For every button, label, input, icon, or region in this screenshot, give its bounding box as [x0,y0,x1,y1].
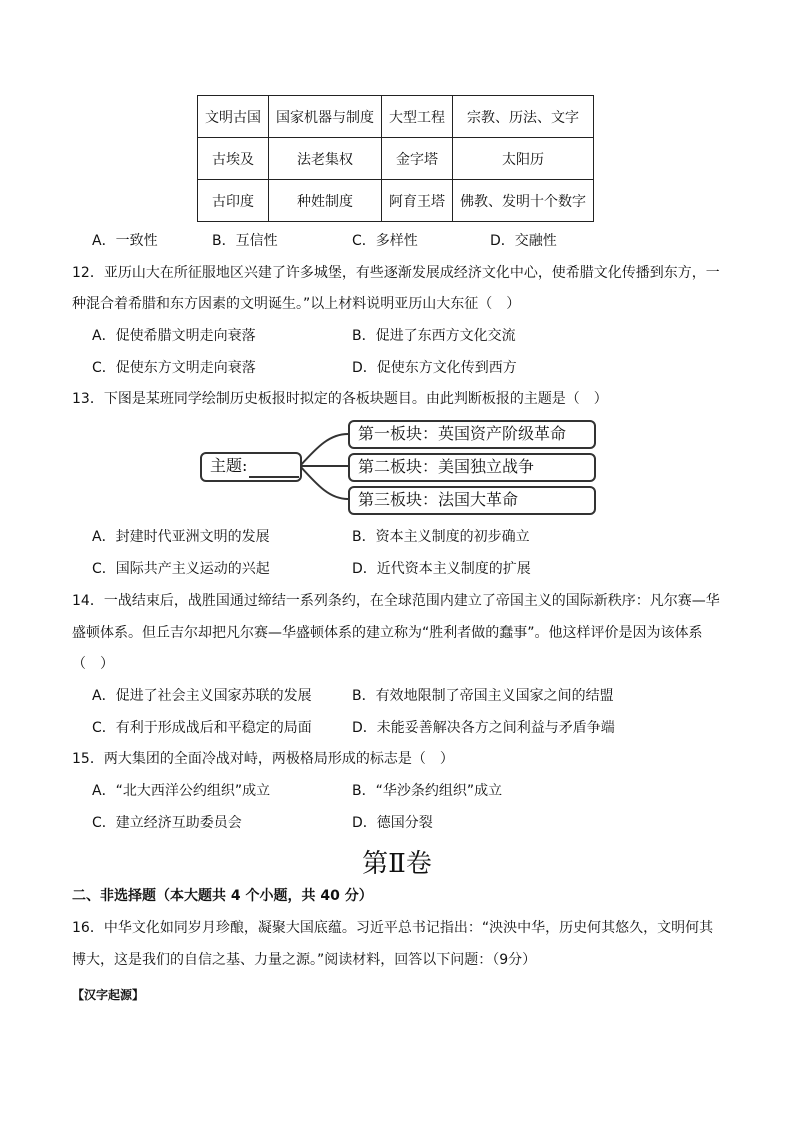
q14-option-d: D．未能妥善解决各方之间利益与矛盾争端 [352,720,615,736]
q16-stem-line2: 博大，这是我们的自信之基、力量之源。”阅读材料，回答以下问题：（9分） [72,952,537,968]
q14-stem-line3: （ ） [72,656,114,672]
table-cell: 古埃及 [198,138,269,180]
table-cell: 法老集权 [269,138,382,180]
section-heading: 二、非选择题（本大题共 4 个小题，共 40 分） [72,888,373,904]
q12-stem-line1: 12．亚历山大在所征服地区兴建了许多城堡，有些逐渐发展成经济文化中心，使希腊文化传播到东方，一 [72,265,720,281]
q13-option-b: B．资本主义制度的初步确立 [352,529,530,545]
q15-option-d: D．德国分裂 [352,815,433,831]
table-cell: 佛教、发明十个数字 [453,180,594,222]
q13-option-d: D．近代资本主义制度的扩展 [352,561,531,577]
table-cell: 大型工程 [382,96,453,138]
table-cell: 宗教、历法、文字 [453,96,594,138]
block-label: 第二板块：美国独立战争 [358,457,535,476]
block-label: 第一板块：英国资产阶级革命 [358,424,567,443]
block-box-3 [348,486,596,515]
block-box-2 [348,453,596,482]
q11-option-c: C．多样性 [352,233,418,249]
q15-stem: 15．两大集团的全面冷战对峙，两极格局形成的标志是（ ） [72,751,454,767]
q14-stem-line1: 14．一战结束后，战胜国通过缔结一系列条约，在全球范围内建立了帝国主义的国际新秩序：凡尔赛—华 [72,593,720,609]
q14-stem-line2: 盛顿体系。但丘吉尔却把凡尔赛—华盛顿体系的建立称为“胜利者做的蠢事”。他这样评价是因为该体系 [72,625,703,641]
q12-option-d: D．促使东方文化传到西方 [352,360,517,376]
theme-label: 主题: [210,456,248,475]
q13-stem: 13．下图是某班同学绘制历史板报时拟定的各板块题目。由此判断板报的主题是（ ） [72,391,608,407]
table-cell: 阿育王塔 [382,180,453,222]
theme-blank [249,460,299,478]
q12-option-c: C．促使东方文明走向衰落 [92,360,256,376]
material-label: 【汉字起源】 [72,988,145,1002]
table-cell: 种姓制度 [269,180,382,222]
table-cell: 古印度 [198,180,269,222]
table-cell: 文明古国 [198,96,269,138]
q13-option-a: A．封建时代亚洲文明的发展 [92,529,270,545]
q11-option-a: A．一致性 [92,233,158,249]
q12-option-a: A．促使希腊文明走向衰落 [92,328,256,344]
table-cell: 国家机器与制度 [269,96,382,138]
connector-line [300,466,348,499]
q11-option-b: B．互信性 [212,233,278,249]
q15-option-a: A．“北大西洋公约组织”成立 [92,783,271,799]
q12-stem-line2: 种混合着希腊和东方因素的文明诞生。”以上材料说明亚历山大东征（ ） [72,296,521,312]
block-label: 第三板块：法国大革命 [358,490,519,509]
q14-option-a: A．促进了社会主义国家苏联的发展 [92,688,312,704]
theme-box [200,452,302,482]
q12-option-b: B．促进了东西方文化交流 [352,328,516,344]
connector-line [300,434,348,466]
q16-stem-line1: 16．中华文化如同岁月珍酿，凝聚大国底蕴。习近平总书记指出：“泱泱中华，历史何其悠久，文明何其 [72,920,714,936]
q11-option-d: D．交融性 [490,233,557,249]
table-cell: 太阳历 [453,138,594,180]
q15-option-b: B．“华沙条约组织”成立 [352,783,503,799]
q14-option-b: B．有效地限制了帝国主义国家之间的结盟 [352,688,614,704]
block-box-1 [348,420,596,449]
q14-option-c: C．有利于形成战后和平稳定的局面 [92,720,312,736]
q13-option-c: C．国际共产主义运动的兴起 [92,561,270,577]
q15-option-c: C．建立经济互助委员会 [92,815,242,831]
part-title: 第Ⅱ卷 [362,849,432,879]
table-cell: 金字塔 [382,138,453,180]
